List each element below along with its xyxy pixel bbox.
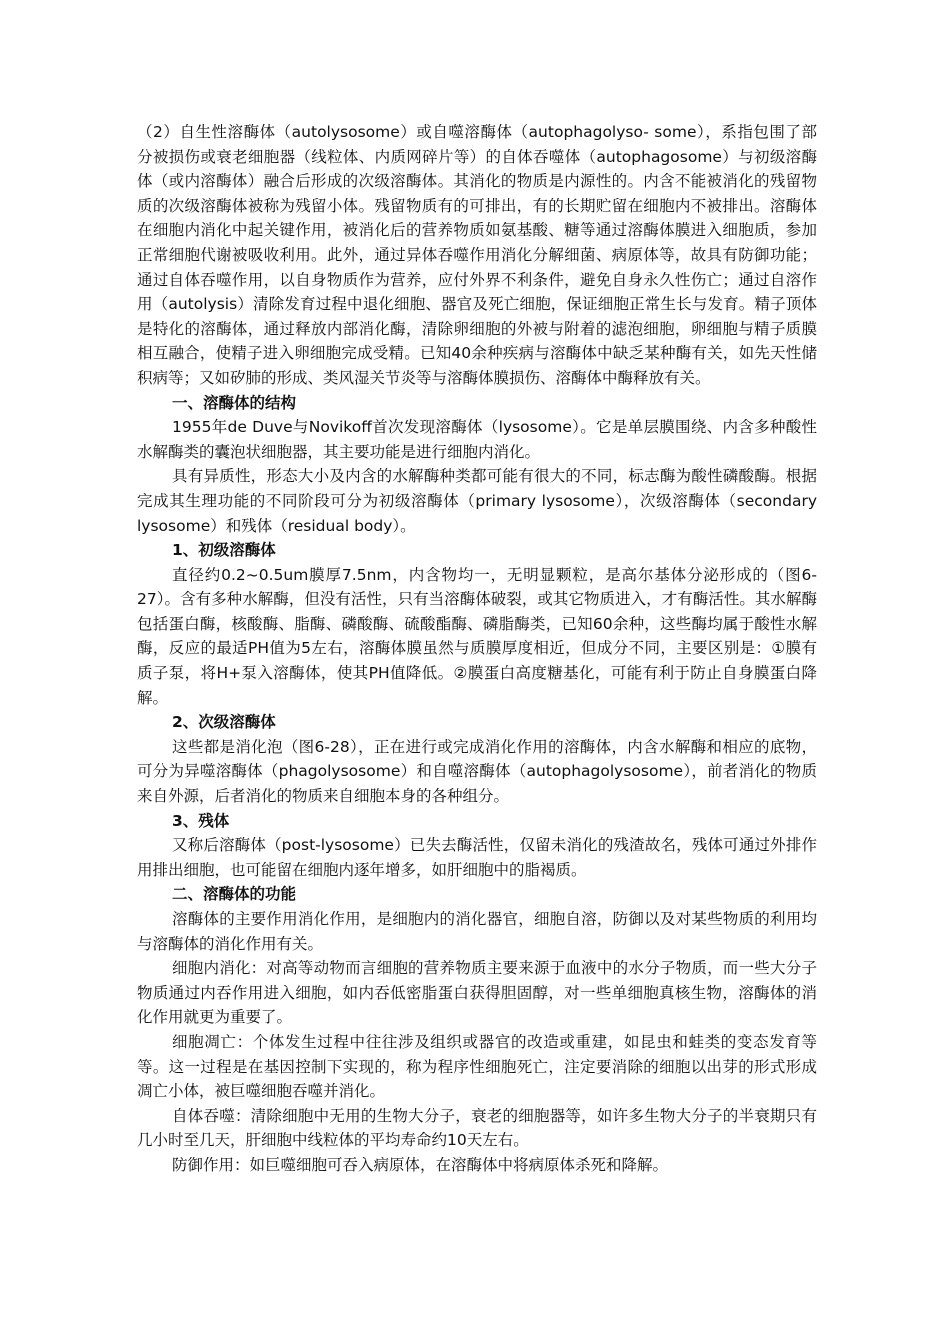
- paragraph-primary-lysosome: 直径约0.2~0.5um膜厚7.5nm，内含物均一，无明显颗粒，是高尔基体分泌形成的（图6-27）。含有多种水解酶，但没有活性，只有当溶酶体破裂，或其它物质进入，才有酶活性。其水解酶包括蛋白酶，核酸酶、脂酶、磷酸酶、硫酸酯酶、磷脂酶类，已知60余种，这些酶均属于酸性水解酶，反应的最适PH值为5左右，溶酶体膜虽然与质膜厚度相近，但成分不同，主要区别是：①膜有质子泵，将H+泵入溶酶体，使其PH值降低。②膜蛋白高度糖基化，可能有利于防止自身膜蛋白降解。: [137, 565, 817, 707]
- paragraph-apoptosis: 细胞凋亡：个体发生过程中往往涉及组织或器官的改造或重建，如昆虫和蛙类的变态发育等等。这一过程是在基因控制下实现的，称为程序性细胞死亡，注定要消除的细胞以出芽的形式形成凋亡小体，被巨噬细胞吞噬并消化。: [137, 1032, 817, 1101]
- section-heading-structure: 一、溶酶体的结构: [172, 393, 297, 412]
- paragraph-secondary-lysosome: 这些都是消化泡（图6-28），正在进行或完成消化作用的溶酶体，内含水解酶和相应的底物，可分为异噬溶酶体（phagolysosome）和自噬溶酶体（autophagolysosome），前者消化的物质来自外源，后者消化的物质来自细胞本身的各种组分。: [137, 737, 817, 806]
- paragraph-discovery: 1955年de Duve与Novikoff首次发现溶酶体（lysosome）。它是单层膜围绕、内含多种酸性水解酶类的囊泡状细胞器，其主要功能是进行细胞内消化。: [137, 418, 817, 461]
- subheading-secondary-lysosome: 2、次级溶酶体: [172, 713, 276, 732]
- document-page: [137, 120, 817, 1178]
- paragraph-autolysosome: （2）自生性溶酶体（autolysosome）或自噬溶酶体（autophagolyso- some），系指包围了部分被损伤或衰老细胞器（线粒体、内质网碎片等）的自体吞噬体（autophagosome）与初级溶酶体（或内溶酶体）融合后形成的次级溶酶体。其消化的物质是内源性的。内含不能被消化的残留物质的次级溶酶体被称为残留小体。残留物质有的可排出，有的长期贮留在细胞内不被排出。溶酶体在细胞内消化中起关键作用，被消化后的营养物质如氨基酸、糖等通过溶酶体膜进入细胞质，参加正常细胞代谢被吸收利用。此外，通过异体吞噬作用消化分解细菌、病原体等，故具有防御功能；通过自体吞噬作用，以自身物质作为营养，应付外界不利条件，避免自身永久性伤亡；通过自溶作用（autolysis）清除发育过程中退化细胞、器官及死亡细胞，保证细胞正常生长与发育。精子顶体是特化的溶酶体，通过释放内部消化酶，清除卵细胞的外被与附着的滤泡细胞，卵细胞与精子质膜相互融合，使精子进入卵细胞完成受精。已知40余种疾病与溶酶体中缺乏某种酶有关，如先天性储积病等；又如矽肺的形成、类风湿关节炎等与溶酶体膜损伤、溶酶体中酶释放有关。: [137, 123, 817, 387]
- subheading-primary-lysosome: 1、初级溶酶体: [172, 541, 276, 560]
- paragraph-autophagy: 自体吞噬：清除细胞中无用的生物大分子，衰老的细胞器等，如许多生物大分子的半衰期只有几小时至几天，肝细胞中线粒体的平均寿命约10天左右。: [137, 1106, 817, 1150]
- paragraph-residual-body: 又称后溶酶体（post-lysosome）已失去酶活性，仅留未消化的残渣故名，残体可通过外排作用排出细胞，也可能留在细胞内逐年增多，如肝细胞中的脂褐质。: [137, 836, 817, 879]
- paragraph-defense: 防御作用：如巨噬细胞可吞入病原体，在溶酶体中将病原体杀死和降解。: [172, 1155, 669, 1174]
- section-heading-function: 二、溶酶体的功能: [172, 885, 297, 904]
- paragraph-heterogeneity: 具有异质性，形态大小及内含的水解酶种类都可能有很大的不同，标志酶为酸性磷酸酶。根据完成其生理功能的不同阶段可分为初级溶酶体（primary lysosome），次级溶酶体（secondary lysosome）和残体（residual body）。: [137, 467, 817, 535]
- subheading-residual-body: 3、残体: [172, 811, 230, 830]
- paragraph-intracellular-digestion: 细胞内消化：对高等动物而言细胞的营养物质主要来源于血液中的水分子物质，而一些大分子物质通过内吞作用进入细胞，如内吞低密脂蛋白获得胆固醇，对一些单细胞真核生物，溶酶体的消化作用就更为重要了。: [137, 959, 817, 1027]
- paragraph-main-function: 溶酶体的主要作用消化作用，是细胞内的消化器官，细胞自溶，防御以及对某些物质的利用均与溶酶体的消化作用有关。: [137, 910, 817, 953]
